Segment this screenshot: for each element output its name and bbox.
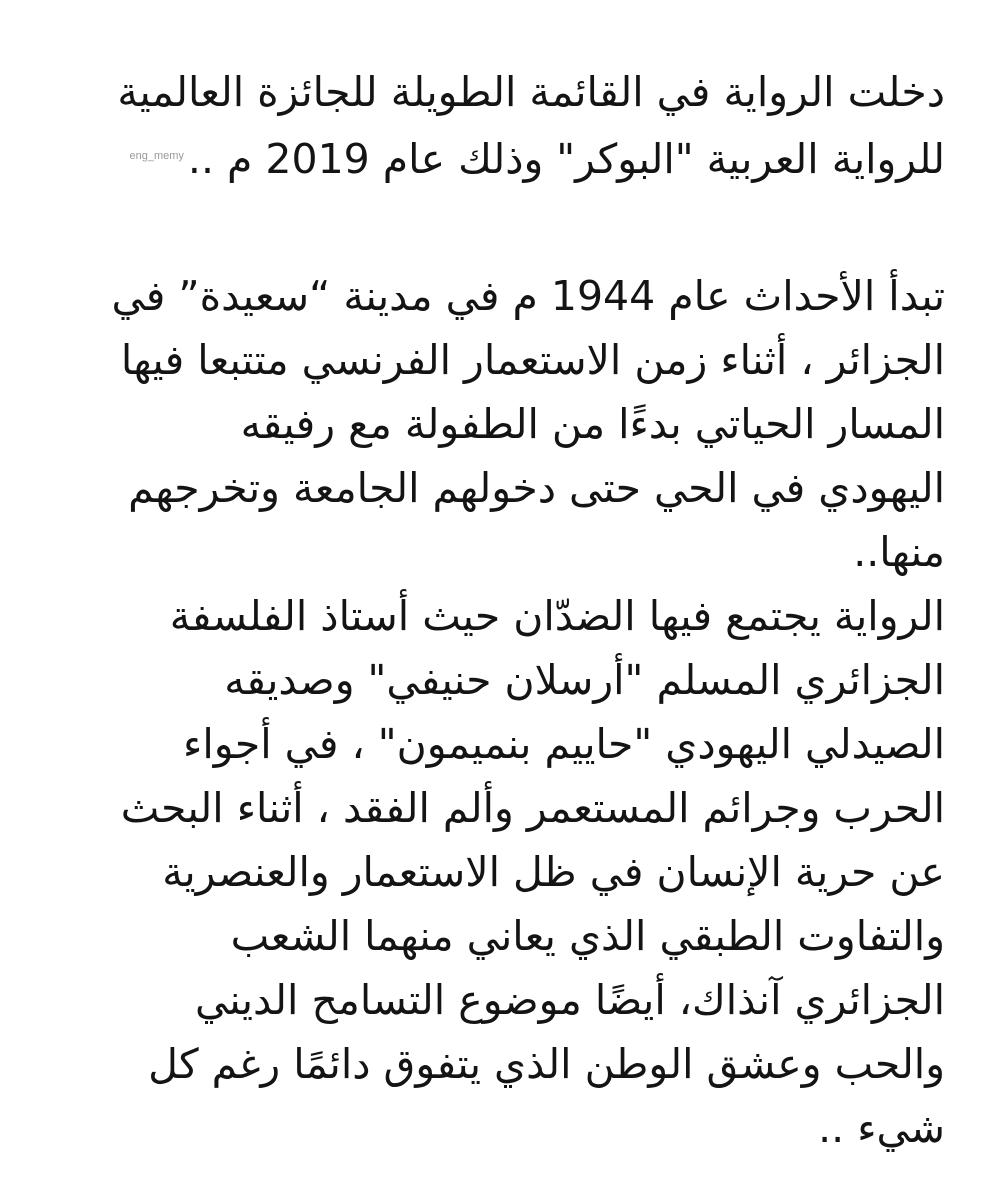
body-line: اليهودي في الحي حتى دخولهم الجامعة وتخرجهم [128, 464, 945, 512]
body-line: شيء .. [818, 1104, 945, 1152]
body-line: الجزائري آنذاك، أيضًا موضوع التسامح الديني [195, 976, 945, 1024]
body-line: المسار الحياتي بدءًا من الطفولة مع رفيقه [240, 400, 945, 448]
body-paragraph [45, 264, 945, 1160]
body-line: عن حرية الإنسان في ظل الاستعمار والعنصرية [162, 848, 945, 896]
intro-line-1: دخلت الرواية في القائمة الطويلة للجائزة العالمية [117, 68, 945, 116]
watermark: eng_memy [129, 150, 184, 162]
intro-paragraph [45, 60, 945, 188]
body-line: والحب وعشق الوطن الذي يتفوق دائمًا رغم كل [148, 1040, 945, 1088]
body-line: الرواية يجتمع فيها الضدّان حيث أستاذ الفلسفة [169, 592, 945, 640]
body-line: والتفاوت الطبقي الذي يعاني منهما الشعب [230, 912, 945, 960]
body-line: منها.. [853, 528, 945, 576]
body-line: الصيدلي اليهودي "حاييم بنميمون" ، في أجواء [183, 720, 945, 768]
body-line: الجزائري المسلم "أرسلان حنيفي" وصديقه [224, 656, 945, 704]
body-line: تبدأ الأحداث عام 1944 م في مدينة “سعيدة” في [111, 272, 945, 320]
intro-line-2 [45, 124, 945, 188]
body-line: الحرب وجرائم المستعمر وألم الفقد ، أثناء البحث [120, 784, 945, 832]
intro-line-2-text: للرواية العربية "البوكر" وذلك عام 2019 م .. [187, 135, 945, 183]
body-line: الجزائر ، أثناء زمن الاستعمار الفرنسي متتبعا فيها [120, 336, 945, 384]
